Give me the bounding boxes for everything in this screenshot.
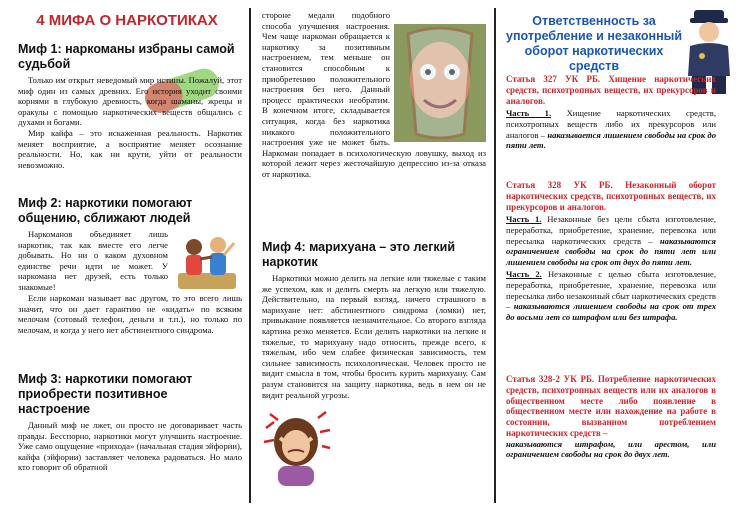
face-in-glass-illustration bbox=[394, 24, 486, 142]
article-328-part2-penalty: наказываются лишением свободы на срок от трех до восьми лет со штрафом или без штрафа. bbox=[506, 301, 717, 322]
brochure-title: 4 МИФА О НАРКОТИКАХ bbox=[36, 12, 218, 29]
article-327-part1-text: Хищение наркотических средств, психотропных веществ либо их прекурсоров или аналогов – bbox=[506, 108, 716, 140]
friends-icon bbox=[172, 229, 242, 293]
myth2-section bbox=[18, 196, 242, 335]
myth1-paragraph-1: Только им открыт неведомый мир истины. Пожалуй, этот миф один из самых древних. Его история уходит своими корнями в глубокую древность, когда шаманы, жрецы и оракулы с помощью наркотических веществ общались с духами и богами. bbox=[18, 75, 242, 128]
myth3-paragraph-1: Данный миф не лжет, он просто не договаривает часть правды. Бесспорно, наркотики могут улучшить настроение. Уже само ощущение «прихода» (начальная стадия эйфории), кайфа (эйфории) заставляет человека радоваться. Но мало кто говорит об обратной bbox=[18, 420, 242, 473]
left-column bbox=[10, 0, 244, 509]
myth2-text-wrap bbox=[18, 229, 242, 335]
article-327-part1 bbox=[506, 108, 716, 150]
friends-illustration bbox=[172, 229, 242, 293]
article-328-part1 bbox=[506, 214, 716, 267]
myth3-continuation bbox=[262, 10, 486, 180]
myth3-section bbox=[18, 372, 242, 473]
article-328-part1-text: Незаконные без цели сбыта изготовление, переработка, приобретение, хранение, перевозка или пересылка наркотических средств – bbox=[506, 214, 717, 246]
article-327-part1-penalty: наказывается лишением свободы на срок до пяти лет. bbox=[506, 129, 716, 151]
article-328-part2 bbox=[506, 269, 716, 322]
myth4-text-wrap bbox=[262, 273, 486, 400]
article-328-part1-label: Часть 1. bbox=[506, 214, 542, 225]
article-328-part2-label: Часть 2. bbox=[506, 269, 542, 280]
stressed-woman-icon bbox=[260, 408, 332, 486]
article-328-heading: Статья 328 УК РБ. Незаконный оборот наркотических средств, психотропных веществ, их прекурсоров и аналогов. bbox=[506, 180, 716, 212]
myth1-heading: Миф 1: наркоманы избраны самой судьбой bbox=[18, 42, 235, 71]
myth4-paragraph-1: Наркотики можно делить на легкие или тяжелые с таким же успехом, как и делить смерть на легкую или тяжелую. Действительно, на первый взгляд, ничего страшного в марихуане нет: абстинентного синдрома (ломки) нет, привыкание появляется незначительное. Со второго взгляда картина резко меняется. Если делить наркотики на легкие и тяжелые, то марихуану надо относить, прежде всего, к тяжелым, ибо чем слабее физическая зависимость, тем сильнее зависимость психологическая. Человек просто не видит смысла в том, чтобы бросить курить марихуану. Сам разум становится на защиту наркотика, ведь в нем он не видит реальной угрозы. bbox=[262, 273, 486, 400]
article-327-part1-label: Часть 1. bbox=[506, 108, 552, 119]
article-328-part1-penalty: наказываются ограничением свободы на срок до пяти лет или лишением свободы на срок от двух до пяти лет. bbox=[506, 235, 716, 267]
column-divider-right bbox=[494, 8, 496, 503]
myth2-paragraph-1: Наркоманов объединяет лишь наркотик, так как вместе его легче добывать. Но ни о каком духовном единстве речи идти не может. У наркомана нет друзей, есть только знакомые! bbox=[18, 229, 168, 292]
article-328-part2-text: Незаконные с целью сбыта изготовление, переработка, приобретение, хранение, перевозка или пересылка либо незаконный сбыт наркотических средств – bbox=[506, 269, 716, 312]
face-glass-icon bbox=[394, 24, 486, 142]
myth4-section bbox=[262, 240, 486, 400]
article-327-heading: Статья 327 УК РБ. Хищение наркотических средств, психотропных веществ, их прекурсоров и аналогов. bbox=[506, 74, 716, 106]
article-328 bbox=[506, 180, 716, 322]
myth3-continuation-text: стороне медали подобного способа улучшения настроения. Чем чаще наркоман обращается к наркотику за позитивным настроением, тем меньше он становится способным к приобретению положительного настроения без него. Данный процесс практически необратим. В конечном итоге, складывается ситуация, когда без наркотика никакого положительного настроения уже не может быть. Наркоман попадает в психологическую ловушку, выход из которой лежит через жесточайшую депрессию из-за отказа от наркотика. bbox=[262, 10, 486, 179]
myth2-heading: Миф 2: наркотики помогают общению, сближают людей bbox=[18, 196, 193, 225]
myth1-paragraph-2: Мир кайфа – это искаженная реальность. Наркотик меняет восприятие, а восприятие меняет осознание реальности. Но, как ни крути, уйти от реальности невозможно. bbox=[18, 127, 242, 170]
woman-icon-wrap bbox=[260, 408, 332, 486]
column-divider-left bbox=[249, 8, 251, 503]
myth2-paragraph-2: Если наркоман называет вас другом, то это всего лишь значит, что он дает гарантию не «кидать» по всяким мелочам (сотовый телефон, деньги и т.п.), но только по мелочам, и когда у него нет абстинентного синдрома. bbox=[18, 293, 242, 335]
right-column bbox=[500, 0, 742, 509]
article-327 bbox=[506, 74, 716, 151]
myth4-heading: Миф 4: марихуана – это легкий наркотик bbox=[262, 240, 456, 269]
myth1-section bbox=[18, 42, 242, 170]
responsibility-title: Ответственность за употребление и незаконный оборот наркотических средств bbox=[506, 14, 683, 73]
article-328-2-heading: Статья 328-2 УК РБ. Потребление наркотических средств, психотропных веществ или их аналогов в общественном месте либо появление в общественном месте или нахождение на работе в состоянии, вызванном потреблением наркотических средств – bbox=[506, 374, 716, 438]
article-328-2 bbox=[506, 374, 716, 460]
middle-column bbox=[258, 0, 490, 509]
article-328-2-penalty: наказываются штрафом, или арестом, или ограничением свободы на срок до двух лет. bbox=[506, 438, 716, 460]
myth3-heading: Миф 3: наркотики помогают приобрести позитивное настроение bbox=[18, 372, 193, 416]
